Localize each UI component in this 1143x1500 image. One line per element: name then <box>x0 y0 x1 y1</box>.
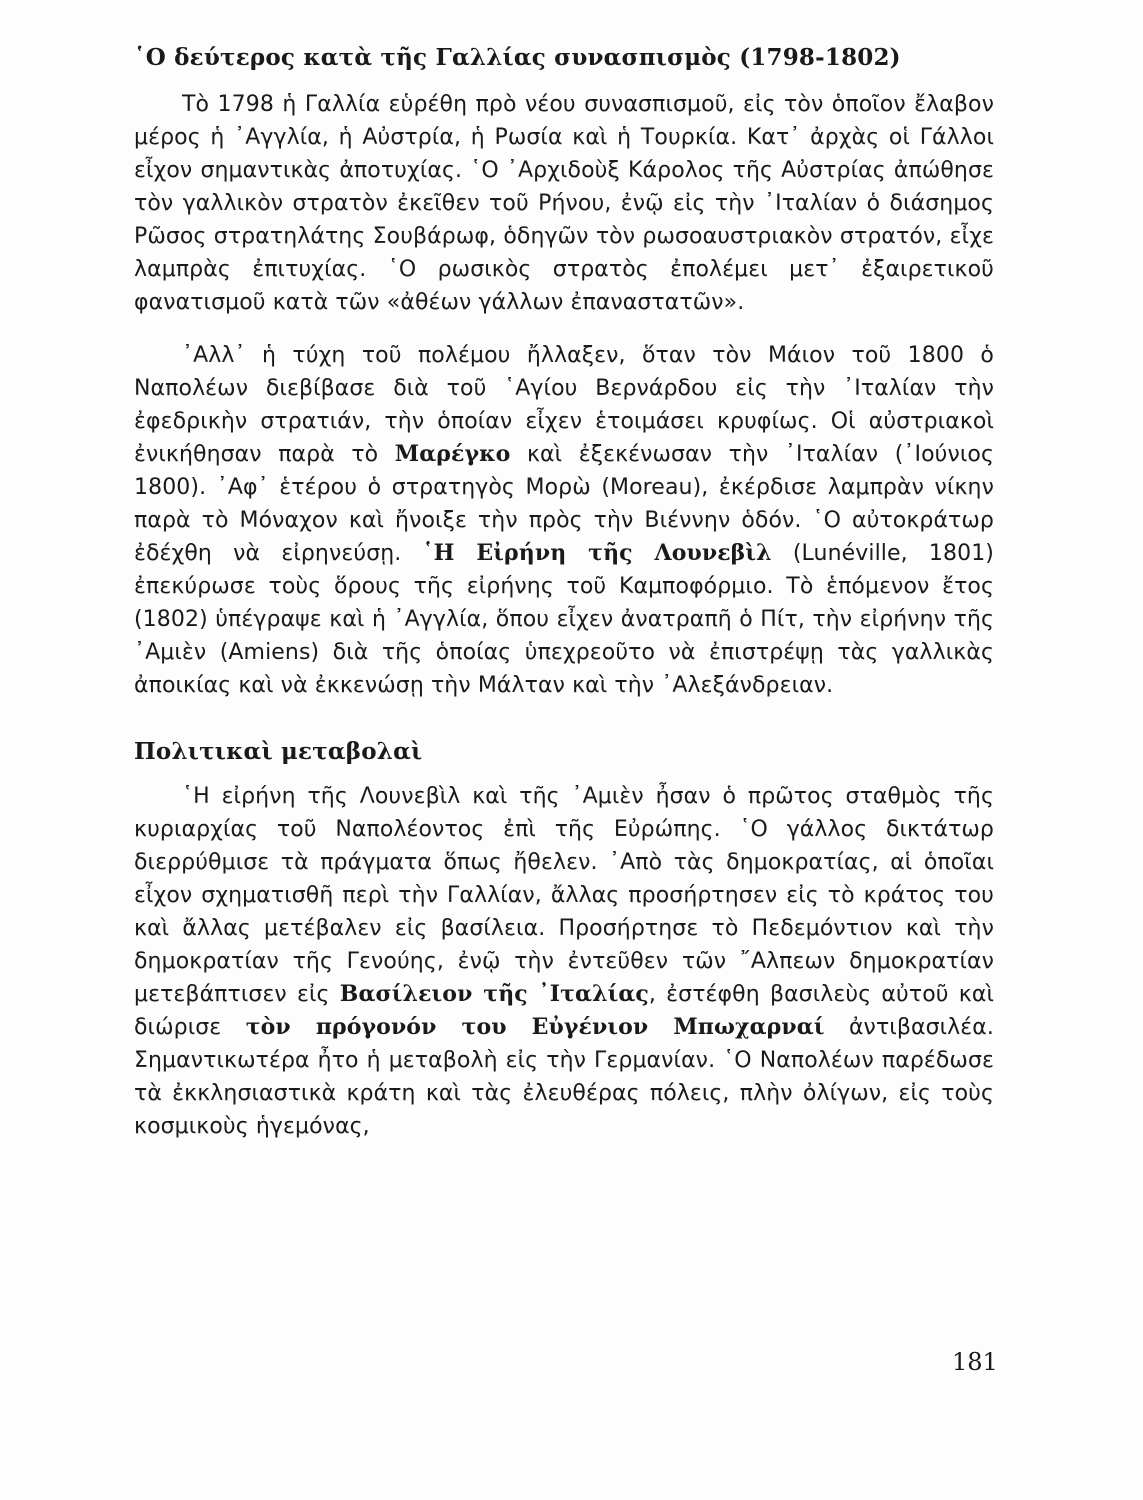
text-run: (Lunéville, 1801) ἐπεκύρωσε τοὺς ὅρους τῆς εἰρήνης τοῦ Καμποφόρμιο. Τὸ ἑπόμενον ἔτος (1802) ὑπέγραψε καὶ ἡ ᾿Αγγλία, ὅπου εἶχεν ἀνατραπῆ ὁ Πίτ, τὴν εἰρήνην τῆς ᾿Αμιὲν (Amiens) διὰ τῆς ὁποίας ὑπεχρεοῦτο νὰ ἐπιστρέψῃ τὰς γαλλικὰς ἀποικίας καὶ νὰ ἐκκενώσῃ τὴν Μάλταν καὶ τὴν ᾿Αλεξάνδρειαν. <box>134 541 994 698</box>
text-run: ῾Η εἰρήνη τῆς Λουνεβὶλ καὶ τῆς ᾿Αμιὲν ἦσαν ὁ πρῶτος σταθμὸς τῆς κυριαρχίας τοῦ Ναπολέοντος ἐπὶ τῆς Εὐρώπης. ῾Ο γάλλος δικτάτωρ διερρύθμισε τὰ πράγματα ὅπως ἤθελεν. ᾿Απὸ τὰς δημοκρατίας, αἱ ὁποῖαι εἶχον σχηματισθῆ περὶ τὴν Γαλλίαν, ἄλλας προσήρτησεν εἰς τὸ κράτος του καὶ ἄλλας μετέβαλεν εἰς βασίλεια. Προσήρτησε τὸ Πεδεμόντιον καὶ τὴν δημοκρατίαν τῆς Γενούης, ἐνῷ τὴν ἐντεῦθεν τῶν ῎Αλπεων δημοκρατίαν μετεβάπτισεν εἰς <box>134 784 994 1007</box>
bold-term: τὸν πρόγονόν του Εὐγένιον Μπωχαρναί <box>245 1014 825 1040</box>
page-number: 181 <box>952 1348 998 1376</box>
text-run: ᾿Αλλ᾿ ἡ τύχη τοῦ πολέμου ἤλλαξεν, ὅταν τὸν Μάιον τοῦ 1800 ὁ Ναπολέων διεβίβασε διὰ τοῦ ῾Αγίου Βερνάρδου εἰς τὴν ᾿Ιταλίαν τὴν ἐφεδρικὴν στρατιάν, τὴν ὁποίαν εἶχεν ἑτοιμάσει κρυφίως. Οἱ αὐστριακοὶ ἐνικήθησαν παρὰ τὸ <box>134 343 994 467</box>
bold-term: Μαρέγκο <box>394 441 511 467</box>
section-heading-political-changes: Πολιτικαὶ μεταβολαὶ <box>134 738 423 765</box>
section-body <box>134 780 994 1143</box>
text-run: ἀντιβασιλέα. Σημαντικωτέρα ἦτο ἡ μεταβολὴ εἰς τὴν Γερμανίαν. ῾Ο Ναπολέων παρέδωσε τὰ ἐκκλησιαστικὰ κράτη καὶ τὰς ἐλευθέρας πόλεις, πλὴν ὀλίγων, εἰς τοὺς κοσμικοὺς ἡγεμόνας, <box>134 1015 994 1139</box>
bold-term: Βασίλειον τῆς ᾿Ιταλίας <box>339 981 649 1007</box>
body-paragraph <box>134 339 994 702</box>
section-body <box>134 88 994 702</box>
text-run: Τὸ 1798 ἡ Γαλλία εὑρέθη πρὸ νέου συνασπισμοῦ, εἰς τὸν ὁποῖον ἔλαβον μέρος ἡ ᾿Αγγλία, ἡ Αὐστρία, ἡ Ρωσία καὶ ἡ Τουρκία. Κατ᾿ ἀρχὰς οἱ Γάλλοι εἶχον σημαντικὰς ἀποτυχίας. ῾Ο ᾿Αρχιδοὺξ Κάρολος τῆς Αὐστρίας ἀπώθησε τὸν γαλλικὸν στρατὸν ἐκεῖθεν τοῦ Ρήνου, ἐνῷ εἰς τὴν ᾿Ιταλίαν ὁ διάσημος Ρῶσος στρατηλάτης Σουβάρωφ, ὁδηγῶν τὸν ρωσοαυστριακὸν στρατόν, εἶχε λαμπρὰς ἐπιτυχίας. ῾Ο ρωσικὸς στρατὸς ἐπολέμει μετ᾿ ἐξαιρετικοῦ φανατισμοῦ κατὰ τῶν «ἀθέων γάλλων ἐπαναστατῶν». <box>134 92 994 315</box>
text-run: , ἐστέφθη βασιλεὺς αὐτοῦ καὶ διώρισε <box>134 982 994 1040</box>
text-run: καὶ ἐξεκένωσαν τὴν ᾿Ιταλίαν (᾿Ιούνιος 1800). ᾿Αφ᾿ ἑτέρου ὁ στρατηγὸς Μορὼ (Moreau), ἐκέρδισε λαμπρὰν νίκην παρὰ τὸ Μόναχον καὶ ἤνοιξε τὴν πρὸς τὴν Βιέννην ὁδόν. ῾Ο αὐτοκράτωρ ἐδέχθη νὰ εἰρηνεύσῃ. <box>134 442 994 566</box>
section-heading-second-coalition: ῾Ο δεύτερος κατὰ τῆς Γαλλίας συνασπισμὸς (1798-1802) <box>134 44 901 71</box>
bold-term: ῾Η Εἰρήνη τῆς Λουνεβὶλ <box>422 540 772 566</box>
body-paragraph <box>134 88 994 319</box>
body-paragraph <box>134 780 994 1143</box>
text-column <box>134 38 994 1163</box>
